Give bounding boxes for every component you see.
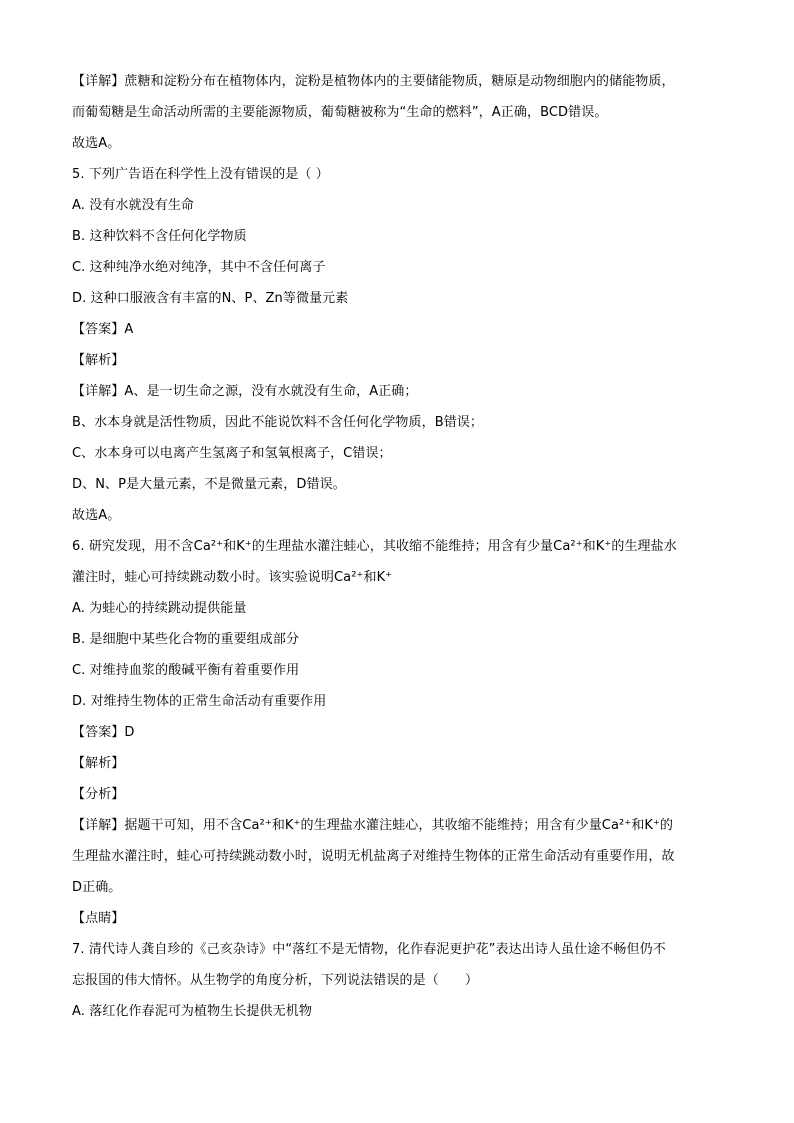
choice-line: 故选A。 (72, 136, 121, 151)
document-page (72, 66, 732, 1027)
question-7-line-1: 7. 清代诗人龚自珍的《己亥杂诗》中“落红不是无情物，化作春泥更护花”表达出诗人虽仕途不畅但仍不 (72, 942, 666, 957)
q7-option-a: A. 落红化作春泥可为植物生长提供无机物 (72, 1004, 312, 1019)
q6-answer: 【答案】D (72, 725, 135, 740)
question-5: 5. 下列广告语在科学性上没有错误的是（ ） (72, 167, 329, 182)
q6-detail-line-2: 生理盐水灌注时，蛙心可持续跳动数小时，说明无机盐离子对维持生物体的正常生命活动有重要作用，故 (72, 849, 675, 864)
q6-analysis-heading: 【解析】 (72, 756, 125, 771)
q5-detail-d: D、N、P是大量元素，不是微量元素，D错误。 (72, 477, 346, 492)
question-6-line-1: 6. 研究发现，用不含Ca²⁺和K⁺的生理盐水灌注蛙心，其收缩不能维持；用含有少量Ca²⁺和K⁺的生理盐水 (72, 539, 677, 554)
question-6-line-2: 灌注时，蛙心可持续跳动数小时。该实验说明Ca²⁺和K⁺ (72, 570, 393, 585)
q5-option-a: A. 没有水就没有生命 (72, 198, 195, 213)
q5-detail-b: B、水本身就是活性物质，因此不能说饮料不含任何化学物质，B错误； (72, 415, 484, 430)
q5-option-d: D. 这种口服液含有丰富的N、P、Zn等微量元素 (72, 291, 349, 306)
q5-option-b: B. 这种饮料不含任何化学物质 (72, 229, 247, 244)
q6-option-c: C. 对维持血浆的酸碱平衡有着重要作用 (72, 663, 300, 678)
q5-detail-a: 【详解】A、是一切生命之源，没有水就没有生命，A正确； (72, 384, 418, 399)
question-7-line-2: 忘报国的伟大情怀。从生物学的角度分析，下列说法错误的是（ ） (72, 973, 479, 988)
detail-line-2: 而葡萄糖是生命活动所需的主要能源物质，葡萄糖被称为“生命的燃料”，A正确，BCD错误。 (72, 105, 608, 120)
q6-option-a: A. 为蛙心的持续跳动提供能量 (72, 601, 247, 616)
q6-comment-heading: 【点睛】 (72, 911, 125, 926)
q6-detail-line-1: 【详解】据题干可知，用不含Ca²⁺和K⁺的生理盐水灌注蛙心，其收缩不能维持；用含有少量Ca²⁺和K⁺的 (72, 818, 674, 833)
q6-analysis-sub: 【分析】 (72, 787, 125, 802)
q5-option-c: C. 这种纯净水绝对纯净，其中不含任何离子 (72, 260, 326, 275)
q5-answer: 【答案】A (72, 322, 134, 337)
q5-detail-c: C、水本身可以电离产生氢离子和氢氧根离子，C错误； (72, 446, 392, 461)
detail-line-1: 【详解】蔗糖和淀粉分布在植物体内，淀粉是植物体内的主要储能物质，糖原是动物细胞内的储能物质， (72, 74, 675, 89)
q6-option-d: D. 对维持生物体的正常生命活动有重要作用 (72, 694, 327, 709)
q6-detail-line-3: D正确。 (72, 880, 122, 895)
q6-option-b: B. 是细胞中某些化合物的重要组成部分 (72, 632, 300, 647)
q5-analysis-heading: 【解析】 (72, 353, 125, 368)
q5-choice: 故选A。 (72, 508, 121, 523)
